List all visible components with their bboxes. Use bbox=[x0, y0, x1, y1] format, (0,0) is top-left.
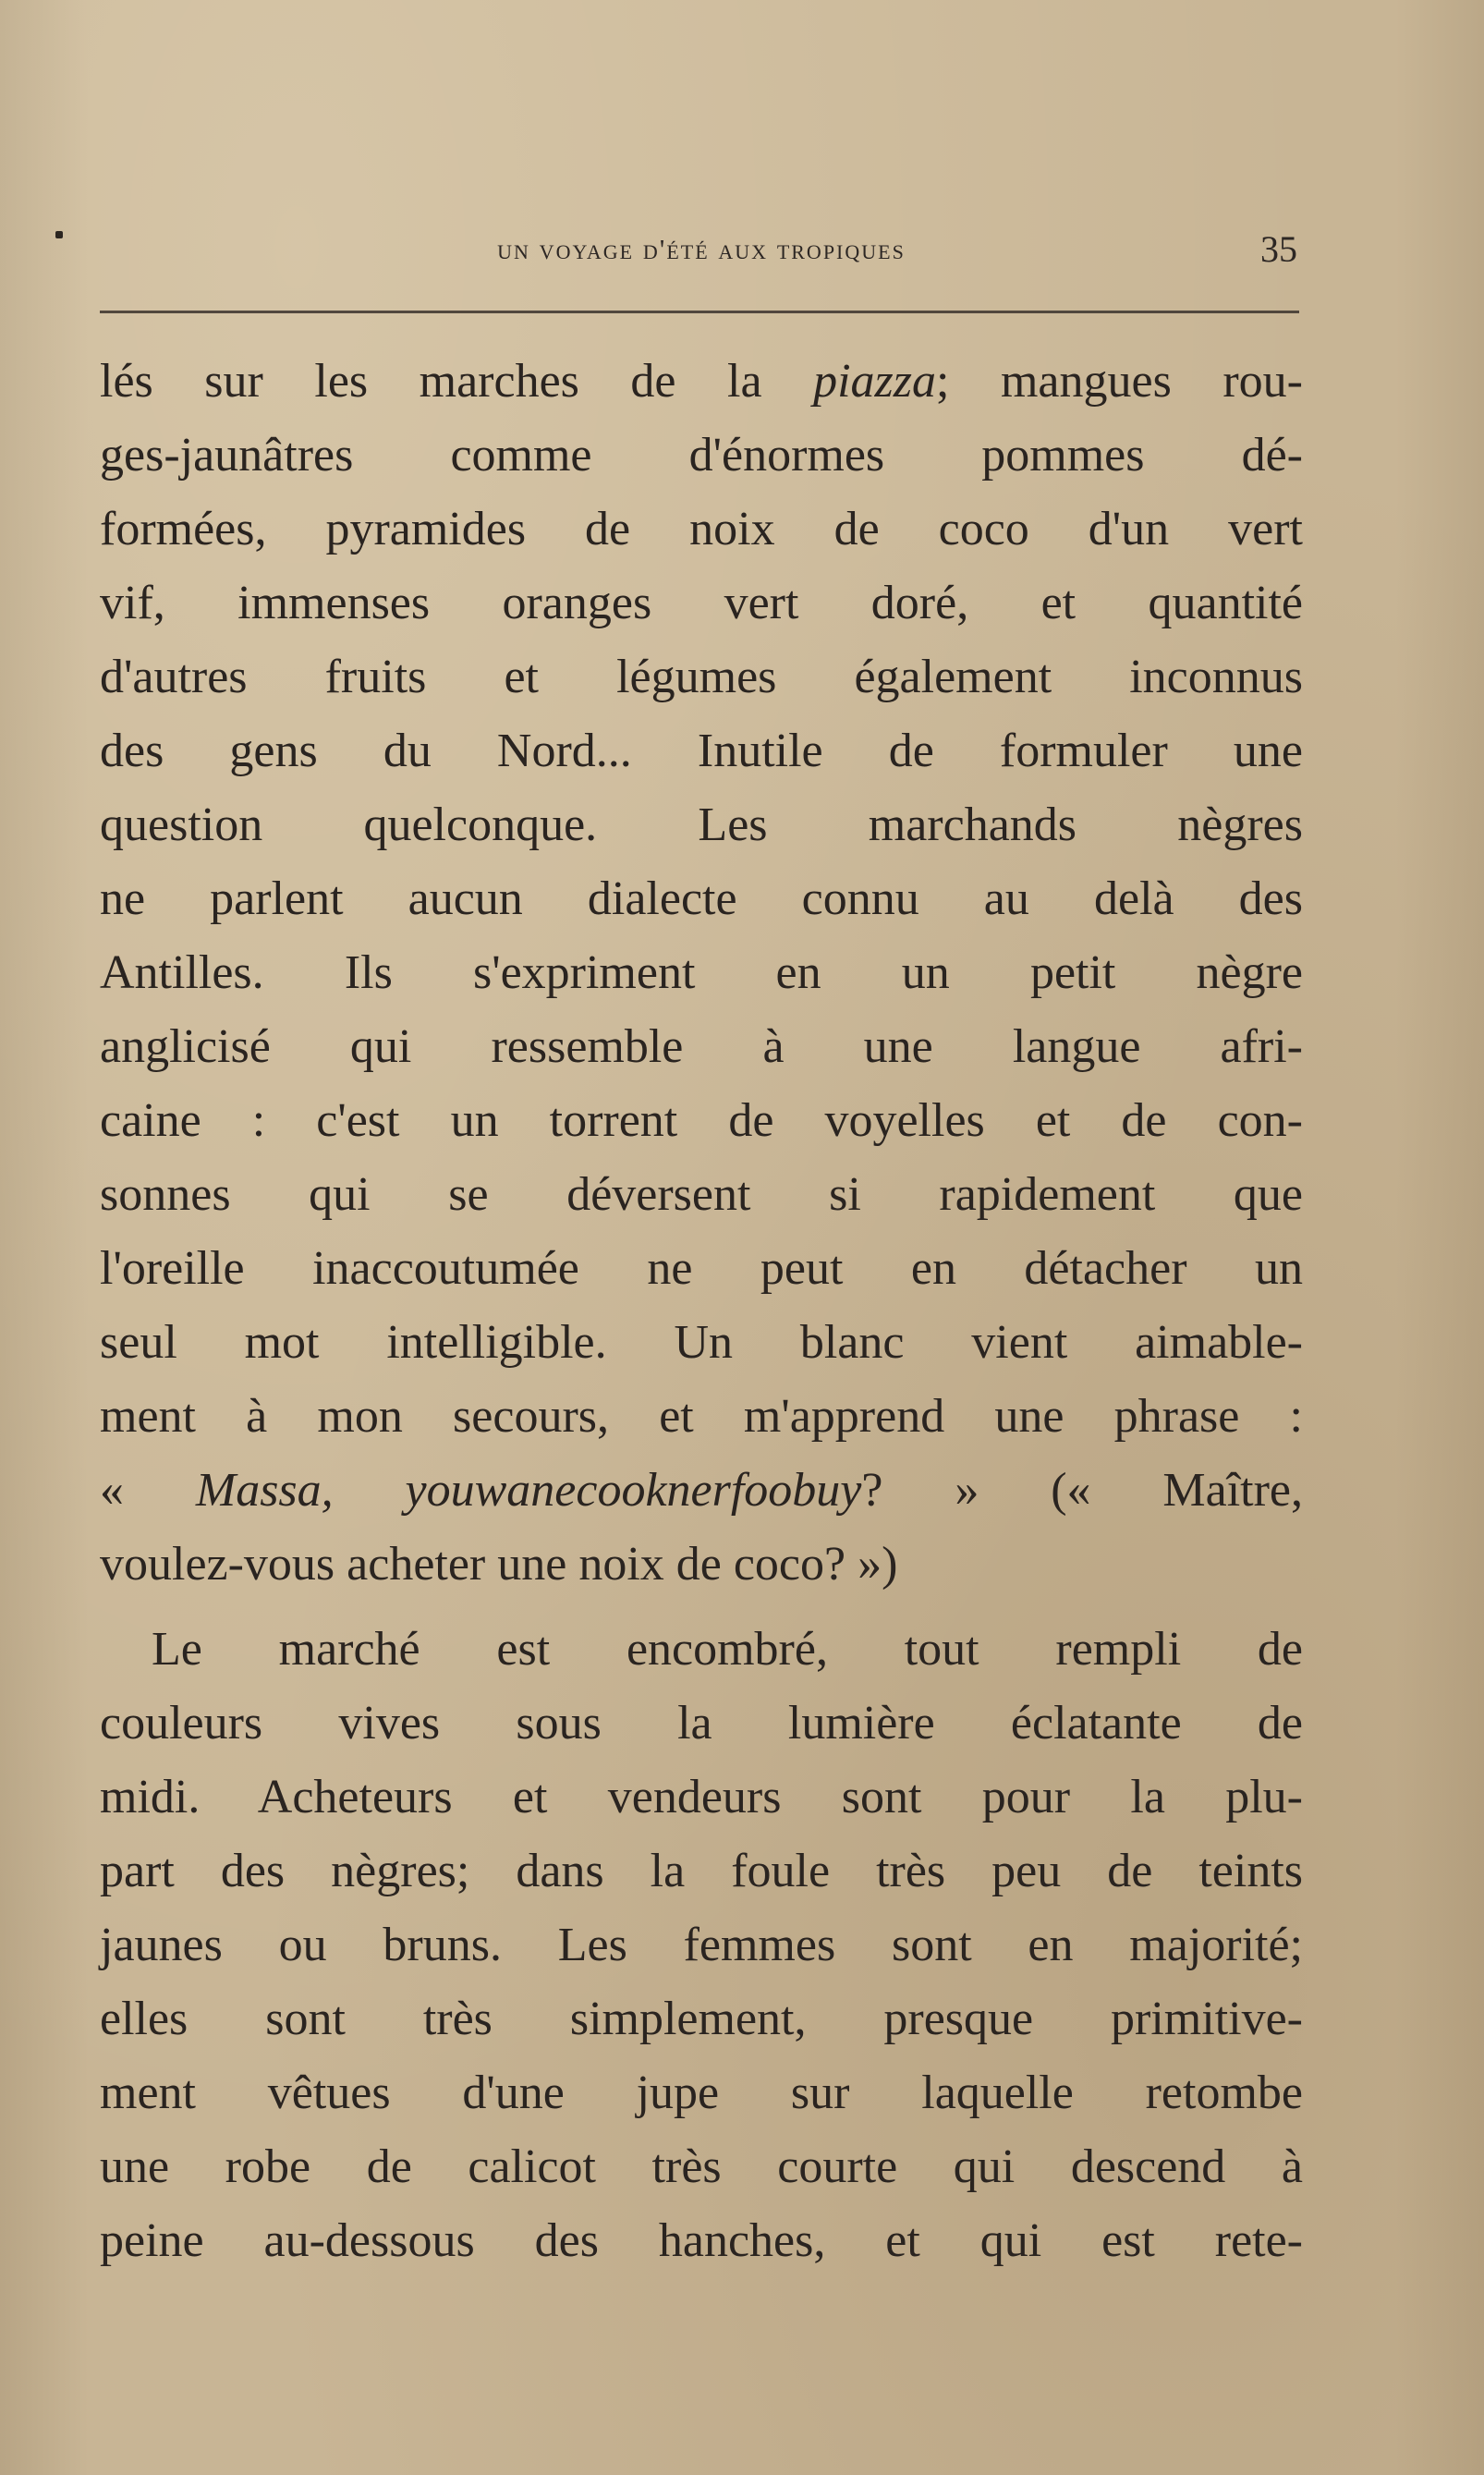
text-line bbox=[100, 419, 1303, 493]
text-line bbox=[100, 640, 1303, 714]
text-line bbox=[100, 1158, 1303, 1232]
text-segment: sonnes qui se déversent si rapidement que bbox=[100, 1168, 1303, 1221]
ink-speck bbox=[55, 231, 63, 238]
text-segment: ges-jaunâtres comme d'énormes pommes dé- bbox=[100, 429, 1303, 482]
text-line bbox=[100, 1761, 1303, 1835]
text-line bbox=[100, 1613, 1303, 1687]
text-segment: Antilles. Ils s'expriment en un petit nègre bbox=[100, 946, 1303, 999]
text-segment: ? » (« Maître, bbox=[861, 1464, 1304, 1517]
text-segment: caine : c'est un torrent de voyelles et de con- bbox=[100, 1094, 1303, 1147]
text-line bbox=[100, 1232, 1303, 1306]
text-line bbox=[100, 1454, 1303, 1528]
text-line bbox=[100, 1687, 1303, 1761]
text-segment: ; mangues rou- bbox=[936, 355, 1303, 408]
text-line bbox=[100, 1835, 1303, 1908]
text-segment: des gens du Nord... Inutile de formuler une bbox=[100, 725, 1303, 777]
text-segment: lés sur les marches de la bbox=[100, 355, 814, 408]
text-segment: l'oreille inaccoutumée ne peut en détacher un bbox=[100, 1242, 1303, 1295]
text-line bbox=[100, 862, 1303, 936]
text-segment: « bbox=[100, 1464, 196, 1517]
text-segment: jaunes ou bruns. Les femmes sont en majorité; bbox=[100, 1919, 1303, 1971]
text-segment: seul mot intelligible. Un blanc vient aimable- bbox=[100, 1316, 1303, 1369]
page-header bbox=[100, 228, 1303, 277]
body-text bbox=[100, 345, 1303, 2278]
text-line bbox=[100, 493, 1303, 567]
text-segment: question quelconque. Les marchands nègres bbox=[100, 799, 1303, 851]
text-segment: formées, pyramides de noix de coco d'un vert bbox=[100, 503, 1303, 555]
text-line bbox=[100, 1306, 1303, 1380]
page-number: 35 bbox=[1260, 228, 1297, 270]
text-line bbox=[100, 2056, 1303, 2130]
text-segment: ment vêtues d'une jupe sur laquelle retombe bbox=[100, 2067, 1303, 2119]
text-segment: midi. Acheteurs et vendeurs sont pour la plu- bbox=[100, 1771, 1303, 1823]
text-line bbox=[100, 1982, 1303, 2056]
text-line bbox=[100, 1528, 1303, 1602]
running-title: un voyage d'été aux tropiques bbox=[497, 233, 906, 265]
text-segment: d'autres fruits et légumes également inconnus bbox=[100, 651, 1303, 703]
italic-segment: Massa, youwanecooknerfoobuy bbox=[195, 1464, 862, 1517]
text-segment: vif, immenses oranges vert doré, et quantité bbox=[100, 577, 1303, 629]
text-line bbox=[100, 788, 1303, 862]
text-segment: peine au-dessous des hanches, et qui est rete- bbox=[100, 2214, 1303, 2267]
text-line bbox=[100, 714, 1303, 788]
text-line bbox=[100, 2130, 1303, 2204]
header-rule bbox=[100, 311, 1299, 313]
italic-segment: piazza bbox=[813, 355, 937, 408]
text-line bbox=[100, 2204, 1303, 2278]
text-segment: elles sont très simplement, presque primitive- bbox=[100, 1993, 1303, 2045]
text-segment: voulez-vous acheter une noix de coco? ») bbox=[100, 1538, 898, 1591]
text-line bbox=[100, 1010, 1303, 1084]
text-line bbox=[100, 1084, 1303, 1158]
text-segment: Le marché est encombré, tout rempli de bbox=[152, 1623, 1303, 1676]
text-line bbox=[100, 345, 1303, 419]
text-segment: ne parlent aucun dialecte connu au delà des bbox=[100, 872, 1303, 925]
text-line bbox=[100, 1908, 1303, 1982]
text-segment: ment à mon secours, et m'apprend une phrase : bbox=[100, 1390, 1303, 1443]
text-line bbox=[100, 567, 1303, 640]
text-line bbox=[100, 936, 1303, 1010]
text-segment: part des nègres; dans la foule très peu de teints bbox=[100, 1845, 1303, 1897]
text-segment: anglicisé qui ressemble à une langue afri- bbox=[100, 1020, 1303, 1073]
text-segment: une robe de calicot très courte qui descend à bbox=[100, 2140, 1303, 2193]
text-line bbox=[100, 1380, 1303, 1454]
text-segment: couleurs vives sous la lumière éclatante de bbox=[100, 1697, 1303, 1750]
